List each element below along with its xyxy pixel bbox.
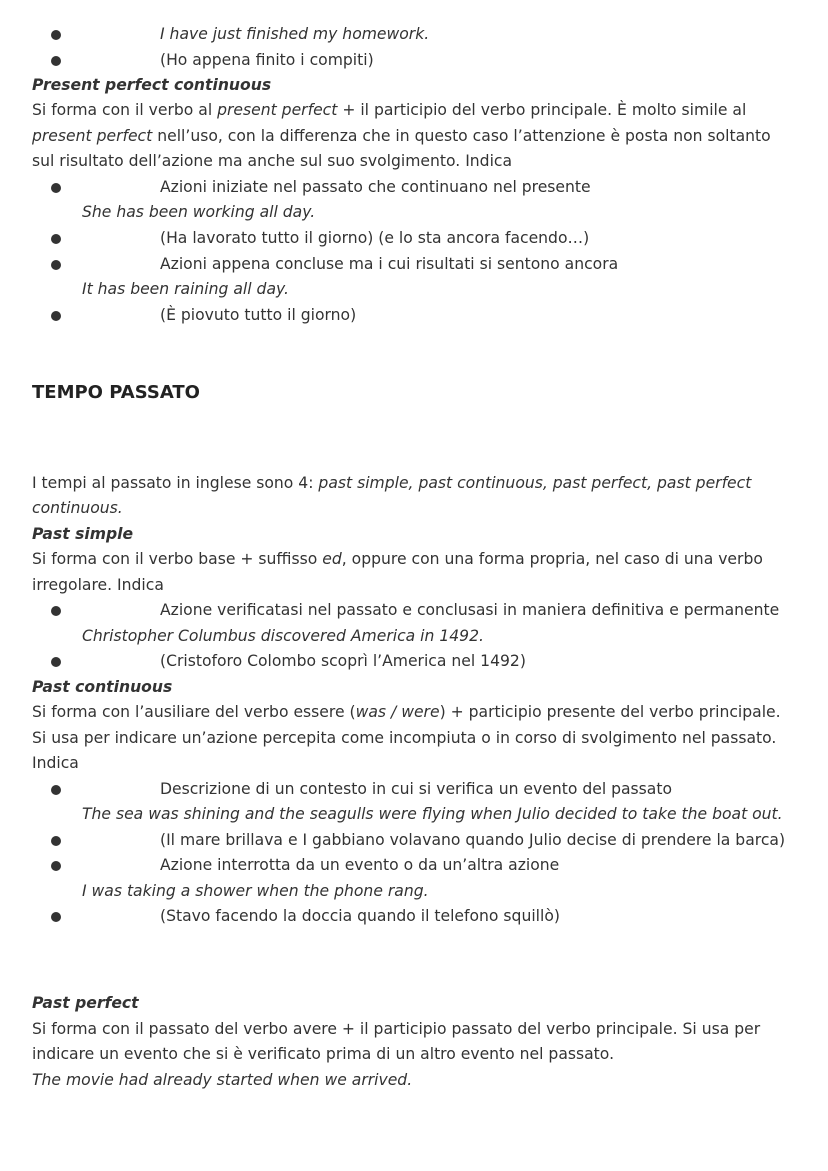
bullet-text: I have just finished my homework. (160, 25, 430, 43)
bullet-dot (51, 260, 61, 270)
bullet-dot (51, 183, 61, 193)
bullet-dot (51, 861, 61, 871)
example-sentence: The movie had already started when we arrived. (32, 1071, 413, 1089)
bullet-text: Azioni iniziate nel passato che continuano nel presente (160, 178, 591, 196)
paragraph-line: sul risultato dell’azione ma anche sul suo svolgimento. Indica (32, 152, 513, 170)
bullet-text: Descrizione di un contesto in cui si verifica un evento del passato (160, 780, 673, 798)
example-sentence: The sea was shining and the seagulls were flying when Julio decided to take the boat out. (82, 805, 783, 823)
section-heading: TEMPO PASSATO (32, 382, 200, 403)
bullet-text: (Stavo facendo la doccia quando il telefono squillò) (160, 907, 560, 925)
bullet-text: Azione verificatasi nel passato e conclusasi in maniera definitiva e permanente (160, 601, 780, 619)
example-sentence: It has been raining all day. (82, 280, 289, 298)
bullet-text: Azione interrotta da un evento o da un’altra azione (160, 856, 560, 874)
bullet-text: (Ha lavorato tutto il giorno) (e lo sta ancora facendo…) (160, 229, 590, 247)
bullet-text: (Ho appena finito i compiti) (160, 51, 374, 69)
paragraph-line: indicare un evento che si è verificato prima di un altro evento nel passato. (32, 1045, 615, 1063)
paragraph-line: present perfect nell’uso, con la differenza che in questo caso l’attenzione è posta non soltanto (32, 127, 771, 145)
bullet-dot (51, 657, 61, 667)
paragraph-line: Indica (32, 754, 79, 772)
paragraph-line: Si forma con il verbo al present perfect + il participio del verbo principale. È molto simile al (32, 101, 747, 119)
subheading-past-continuous: Past continuous (32, 678, 173, 696)
subheading-present-perfect-continuous: Present perfect continuous (32, 76, 272, 94)
bullet-dot (51, 836, 61, 846)
subheading-past-perfect: Past perfect (32, 994, 139, 1012)
bullet-dot (51, 30, 61, 40)
bullet-dot (51, 56, 61, 66)
bullet-dot (51, 912, 61, 922)
paragraph-line: I tempi al passato in inglese sono 4: past simple, past continuous, past perfect, past perfect (32, 474, 752, 492)
paragraph-line: continuous. (32, 499, 123, 517)
example-sentence: Christopher Columbus discovered America in 1492. (82, 627, 484, 645)
bullet-dot (51, 311, 61, 321)
paragraph-line: Si forma con il passato del verbo avere + il participio passato del verbo principale. Si usa per (32, 1020, 761, 1038)
bullet-text: (È piovuto tutto il giorno) (160, 306, 357, 324)
bullet-dot (51, 606, 61, 616)
paragraph-line: irregolare. Indica (32, 576, 164, 594)
bullet-dot (51, 234, 61, 244)
bullet-text: Azioni appena concluse ma i cui risultati si sentono ancora (160, 255, 619, 273)
paragraph-line: Si forma con l’ausiliare del verbo essere (was / were) + participio presente del verbo principale. (32, 703, 781, 721)
example-sentence: She has been working all day. (82, 203, 316, 221)
bullet-text: (Cristoforo Colombo scoprì l’America nel 1492) (160, 652, 526, 670)
bullet-dot (51, 785, 61, 795)
paragraph-line: Si forma con il verbo base + suffisso ed, oppure con una forma propria, nel caso di una verbo (32, 550, 763, 568)
example-sentence: I was taking a shower when the phone rang. (82, 882, 429, 900)
subheading-past-simple: Past simple (32, 525, 134, 543)
bullet-text: (Il mare brillava e I gabbiano volavano quando Julio decise di prendere la barca) (160, 831, 786, 849)
paragraph-line: Si usa per indicare un’azione percepita come incompiuta o in corso di svolgimento nel passato. (32, 729, 777, 747)
